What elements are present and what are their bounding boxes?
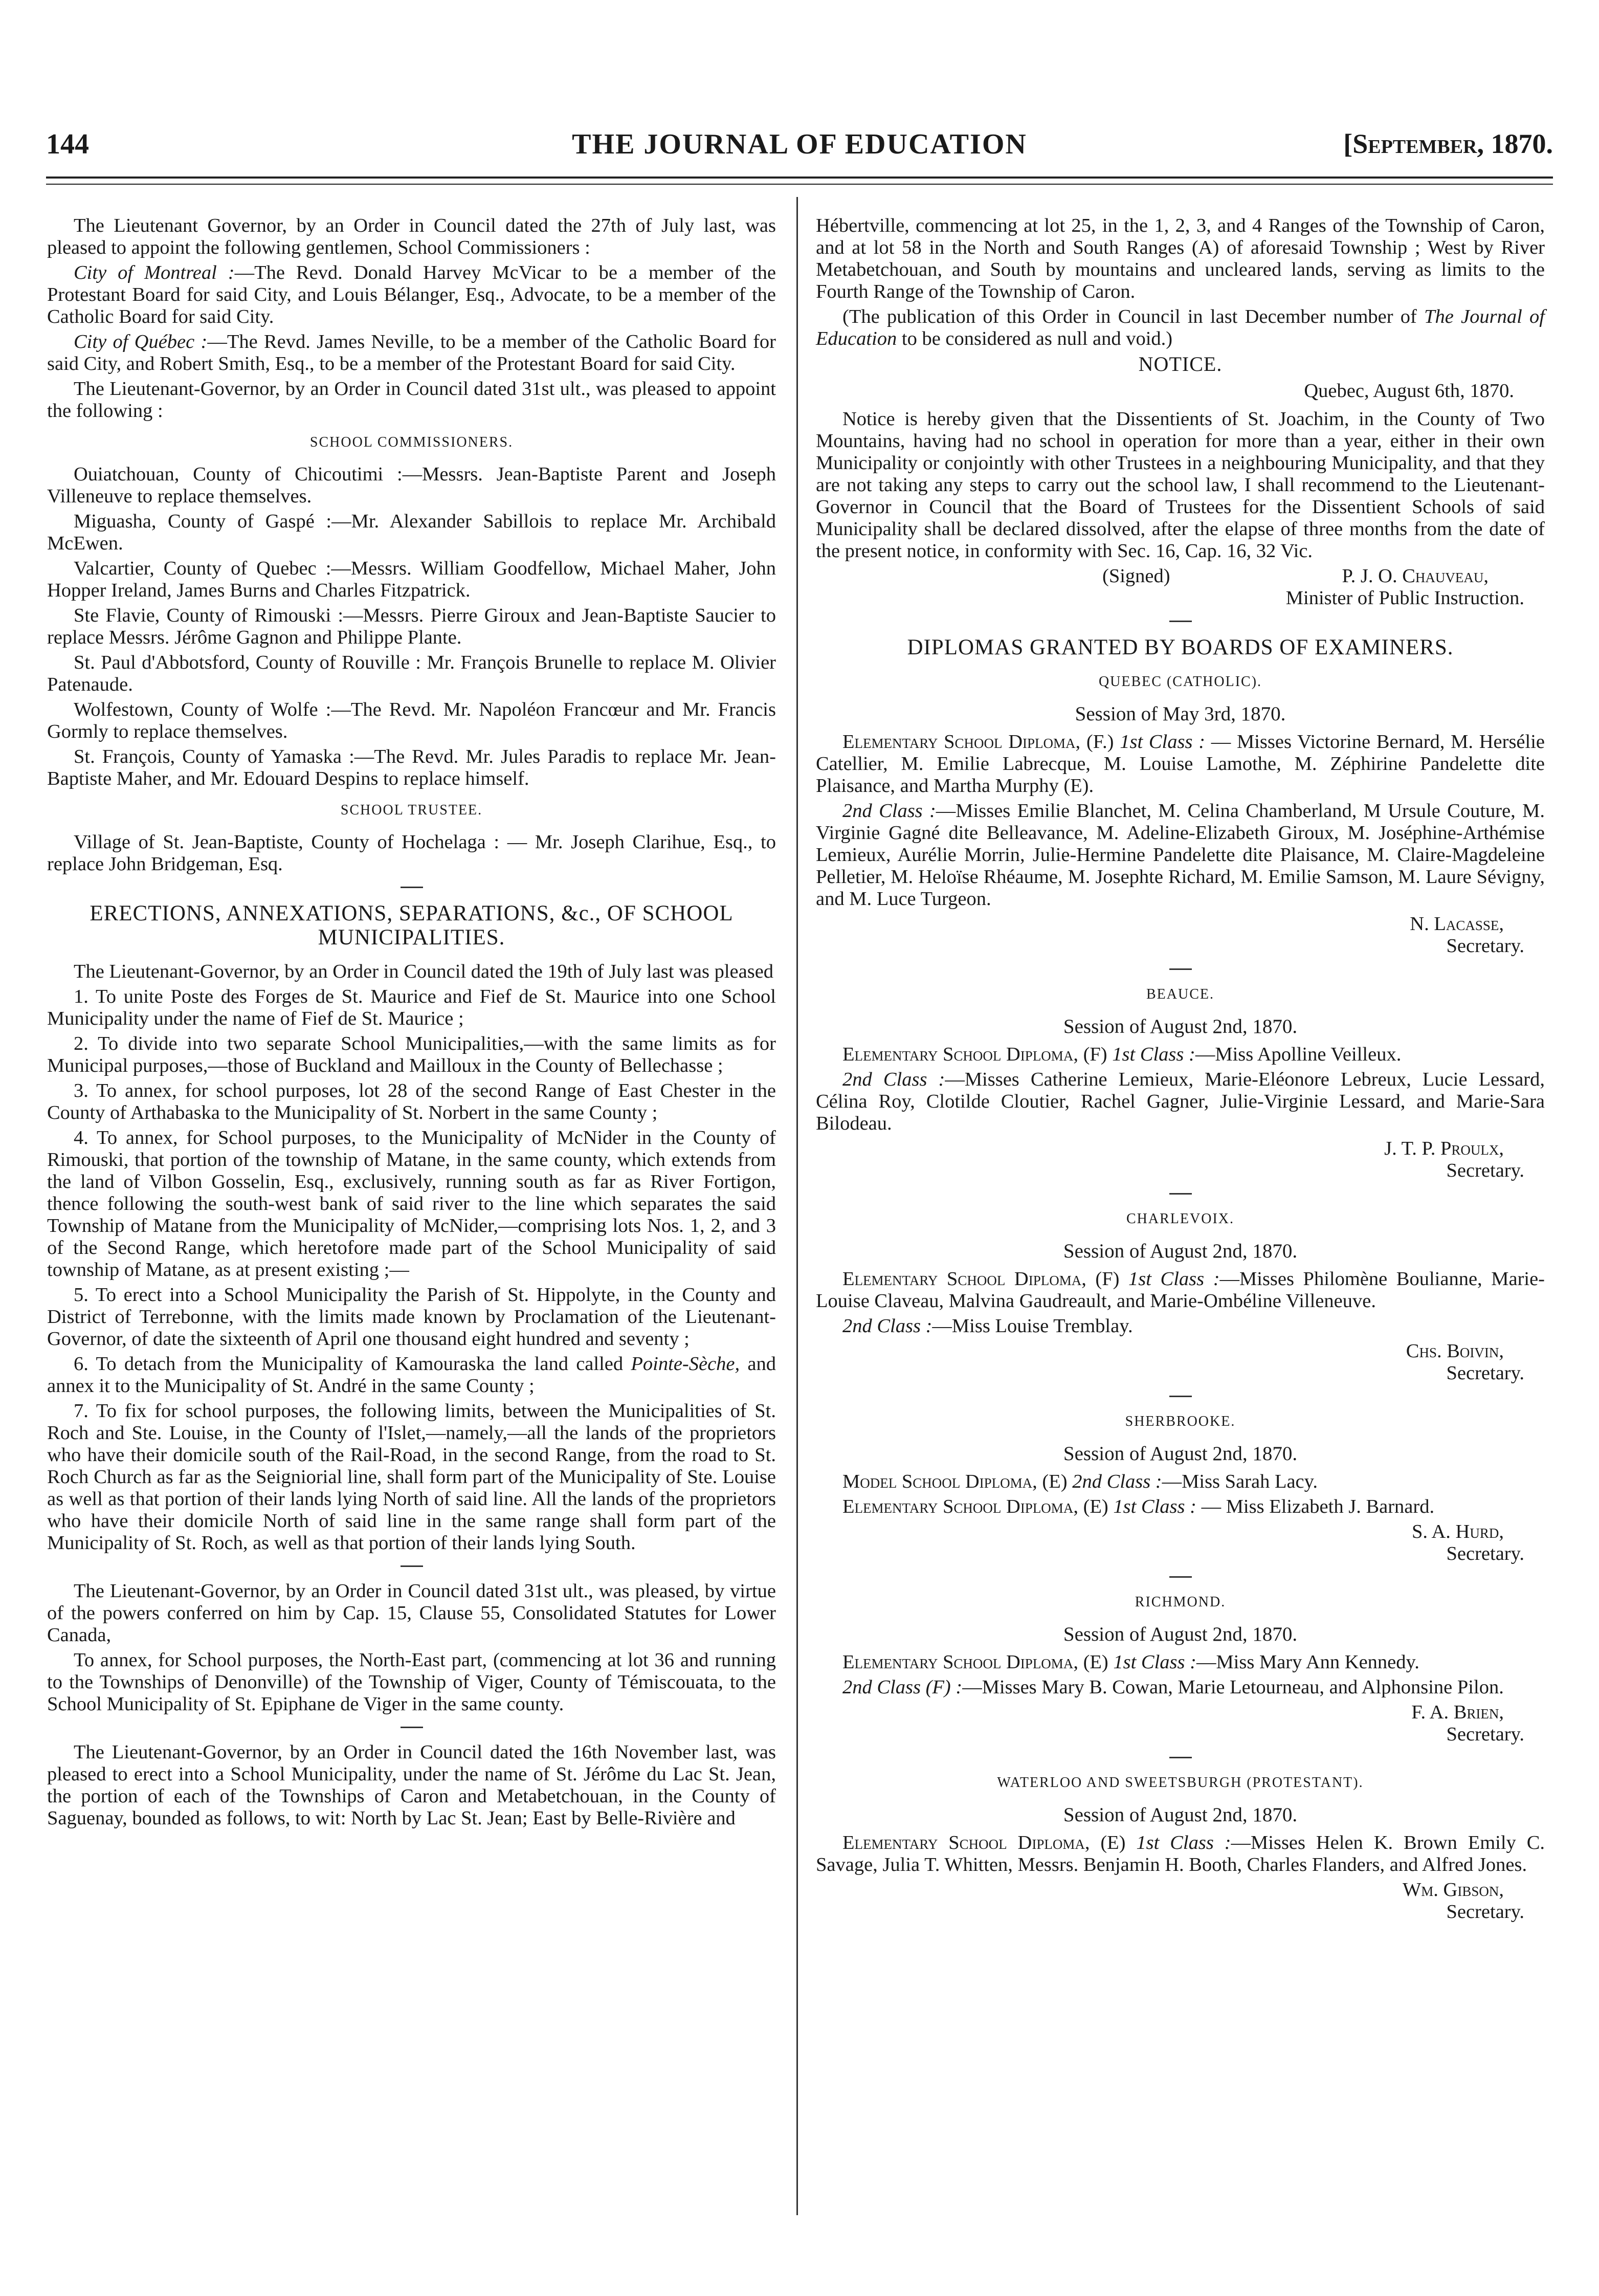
signer-name: Wm. Gibson,: [1402, 1879, 1504, 1901]
paragraph: The Lieutenant-Governor, by an Order in Council dated the 16th November last, was pleased to erect into a School Municipality, under the name of St. Jérôme du Lac St. Jean, the portion of each of the Townships of Caron and Metabetchouan, in the County of Saguenay, bounded as follows, to wit: North by Lac St. Jean; East by Belle-Rivière and: [47, 1741, 776, 1829]
paragraph-text: —Miss Louise Tremblay.: [932, 1315, 1133, 1337]
paragraph: [816, 1044, 1545, 1066]
board-name: CHARLEVOIX.: [1126, 1211, 1234, 1227]
paragraph: [816, 1315, 1545, 1337]
paragraph: [47, 262, 776, 328]
paragraph-text: —Misses Philomène Boulianne, Marie-Louise Claveau, Malvina Gaudreault, and Marie-Ombéline Villeneuve.: [816, 1268, 1545, 1312]
place-name: Pointe-Sèche,: [631, 1353, 740, 1375]
paragraph: 7. To fix for school purposes, the following limits, between the Municipalities of St. Roch and Ste. Louise, in the County of l'Islet,—namely,—all the lands of the proprietors who have their domicile south of the Rail-Road, in the second Range, from the road to St. Roch Church as far as the Seigniorial line, shall form part of the Municipality of Ste. Louise as well as that portion of their lands lying North of said line. All the lands of the proprietors who have their domicile North of said line in the same range shall form part of the Municipality of St. Roch, as well as that portion of their lands lying South.: [47, 1400, 776, 1554]
paragraph: [816, 1471, 1545, 1493]
paragraph: [816, 1496, 1545, 1518]
paragraph: 1. To unite Poste des Forges de St. Maurice and Fief de St. Maurice into one School Municipality under the name of Fief de St. Maurice ;: [47, 986, 776, 1029]
paragraph: [816, 1268, 1545, 1312]
paragraph-text: to be considered as null and void.): [897, 328, 1173, 349]
paragraph: 3. To annex, for school purposes, lot 28 of the second Range of East Chester in the County of Arthabaska to the Municipality of St. Norbert in the same County ;: [47, 1080, 776, 1123]
paragraph-text: —Misses Catherine Lemieux, Marie-Eléonore Lebreux, Lucie Lessard, Célina Roy, Clotilde Cloutier, Rachel Gagner, Julie-Virginie Lessard, and Marie-Sara Bilodeau.: [816, 1069, 1545, 1134]
session-date: Session of August 2nd, 1870.: [1063, 1015, 1298, 1037]
class-label: 2nd Class :: [842, 1069, 945, 1090]
paragraph: [816, 1651, 1545, 1673]
separator: [401, 1565, 423, 1567]
paragraph: The Lieutenant Governor, by an Order in Council dated the 27th of July last, was pleased to appoint the following gentlemen, School Commissioners :: [47, 215, 776, 258]
separator: [401, 887, 423, 888]
signature: [816, 1521, 1545, 1565]
paragraph-text: 6. To detach from the Municipality of Kamouraska the land called: [74, 1353, 631, 1375]
paragraph: 2. To divide into two separate School Municipalities,—with the same limits as for Municipal purposes,—those of Buckland and Mailloux in the County of Bellechasse ;: [47, 1033, 776, 1076]
signer-name: S. A. Hurd,: [1411, 1521, 1504, 1542]
paragraph: 5. To erect into a School Municipality the Parish of St. Hippolyte, in the County and District of Terrebonne, with the limits made known by Proclamation of the Lieutenant-Governor, of date the sixteenth of April one thousand eight hundred and seventy ;: [47, 1284, 776, 1350]
signer-role: Secretary.: [1446, 935, 1524, 957]
paragraph-text: and annex it to the Municipality of St. André in the same County ;: [47, 1353, 776, 1397]
diploma-label: Elementary School Diploma, (E): [842, 1832, 1137, 1853]
signer-name: Chs. Boivin,: [1406, 1340, 1504, 1362]
section-heading: DIPLOMAS GRANTED BY BOARDS OF EXAMINERS.: [907, 635, 1454, 659]
paragraph-text: — Miss Elizabeth J. Barnard.: [1196, 1496, 1435, 1517]
paragraph: [816, 1832, 1545, 1876]
separator: [1169, 968, 1192, 970]
signature-line: [816, 565, 1545, 587]
paragraph: Miguasha, County of Gaspé :—Mr. Alexander Sabillois to replace Mr. Archibald McEwen.: [47, 511, 776, 554]
class-label: 1st Class :: [1136, 1832, 1231, 1853]
signature: [816, 1138, 1545, 1182]
signer-name: J. T. P. Proulx,: [1384, 1138, 1504, 1159]
class-label: 2nd Class :: [842, 800, 936, 822]
issue-date: [September, 1870.: [1343, 128, 1553, 159]
session-date: Session of August 2nd, 1870.: [1063, 1240, 1298, 1262]
signer-role: Secretary.: [1446, 1362, 1524, 1384]
signed-label: (Signed): [1102, 565, 1170, 587]
paragraph: To annex, for School purposes, the North-East part, (commencing at lot 36 and running to the Townships of Denonville) of the Township of Viger, County of Témiscouata, to the School Municipality of St. Epiphane de Viger in the same county.: [47, 1649, 776, 1715]
paragraph-text: — Misses Victorine Bernard, M. Hersélie Catellier, M. Emilie Labrecque, M. Louise Lamothe, M. Zéphirine Pandelette dite Plaisance, and Martha Murphy (E).: [816, 731, 1545, 797]
section-subheading: SCHOOL TRUSTEE.: [340, 802, 483, 818]
class-label: 2nd Class :: [1072, 1471, 1162, 1492]
signature: [816, 913, 1545, 957]
class-label: 1st Class :: [1113, 1651, 1196, 1673]
class-label: 1st Class :: [1120, 731, 1206, 753]
class-label: 2nd Class :: [842, 1315, 932, 1337]
paragraph: St. François, County of Yamaska :—The Revd. Mr. Jules Paradis to replace Mr. Jean-Baptiste Maher, and Mr. Edouard Despins to replace himself.: [47, 746, 776, 789]
paragraph-text: —Misses Mary B. Cowan, Marie Letourneau, and Alphonsine Pilon.: [962, 1676, 1504, 1698]
paragraph: Ste Flavie, County of Rimouski :—Messrs. Pierre Giroux and Jean-Baptiste Saucier to replace Messrs. Jérôme Gagnon and Philippe Plante.: [47, 605, 776, 648]
class-label: 1st Class :: [1128, 1268, 1220, 1290]
separator: [401, 1727, 423, 1728]
paragraph: St. Paul d'Abbotsford, County of Rouville : Mr. François Brunelle to replace M. Olivier Patenaude.: [47, 652, 776, 695]
paragraph: The Lieutenant-Governor, by an Order in Council dated the 19th of July last was pleased: [74, 961, 774, 982]
signer-role: Secretary.: [1446, 1901, 1524, 1923]
right-column: [816, 215, 1545, 1931]
diploma-label: Elementary School Diploma, (F.): [842, 731, 1120, 753]
session-date: Session of August 2nd, 1870.: [1063, 1443, 1298, 1465]
paragraph: Wolfestown, County of Wolfe :—The Revd. Mr. Napoléon Francœur and Mr. Francis Gormly to replace themselves.: [47, 699, 776, 742]
section-subheading: SCHOOL COMMISSIONERS.: [309, 434, 514, 450]
paragraph: The Lieutenant-Governor, by an Order in Council dated 31st ult., was pleased to appoint the following :: [47, 378, 776, 422]
signer-role: Minister of Public Instruction.: [1285, 587, 1524, 609]
board-name: RICHMOND.: [1135, 1594, 1226, 1610]
class-label: 1st Class :: [1112, 1044, 1195, 1065]
session-date: Session of August 2nd, 1870.: [1063, 1623, 1298, 1645]
paragraph: [47, 331, 776, 375]
separator: [1169, 1193, 1192, 1195]
journal-title: THE JOURNAL OF EDUCATION: [572, 128, 1027, 160]
header-rule: [46, 176, 1553, 190]
class-label: 2nd Class (F) :: [842, 1676, 963, 1698]
signer-role: Secretary.: [1446, 1724, 1524, 1745]
notice-title: NOTICE.: [1138, 352, 1223, 376]
session-date: Session of May 3rd, 1870.: [1075, 703, 1286, 725]
board-name: WATERLOO AND SWEETSBURGH (PROTESTANT).: [997, 1775, 1364, 1791]
left-column: [47, 215, 776, 1833]
diploma-label: Model School Diploma, (E): [842, 1471, 1073, 1492]
paragraph-text: —Misses Helen K. Brown Emily C. Savage, Julia T. Whitten, Messrs. Benjamin H. Booth, Charles Flanders, and Alfred Jones.: [816, 1832, 1545, 1875]
paragraph: Hébertville, commencing at lot 25, in the 1, 2, 3, and 4 Ranges of the Township of Caron, and at lot 58 in the North and South Ranges (A) of aforesaid Township ; West by River Metabetchouan, and South by mountains and uncleared lands, serving as limits to the Fourth Range of the Township of Caron.: [816, 215, 1545, 302]
separator: [1169, 1396, 1192, 1397]
signer-role: Secretary.: [1446, 1543, 1524, 1564]
paragraph-text: —Miss Sarah Lacy.: [1162, 1471, 1318, 1492]
journal-reference: The Journal of Education: [816, 306, 1545, 349]
signer-name: F. A. Brien,: [1411, 1702, 1504, 1723]
paragraph: [816, 1676, 1545, 1698]
paragraph-text: —Miss Mary Ann Kennedy.: [1196, 1651, 1419, 1673]
board-name: QUEBEC (CATHOLIC).: [1098, 674, 1262, 690]
separator: [1169, 1757, 1192, 1758]
paragraph-text: —Miss Apolline Veilleux.: [1195, 1044, 1402, 1065]
paragraph: [816, 1069, 1545, 1135]
paragraph: Notice is hereby given that the Dissentients of St. Joachim, in the County of Two Mountains, having had no school in operation for more than a year, either in their own Municipality or conjointly with other Trustees in a neighbouring Municipality, and that they are not taking any steps to carry out the school law, I shall recommend to the Lieutenant-Governor in Council that the Board of Trustees for the Dissentient Schools of said Municipality shall be declared dissolved, after the elapse of three months from the date of the present notice, in conformity with Sec. 16, Cap. 16, 32 Vic.: [816, 408, 1545, 562]
paragraph: [816, 306, 1545, 350]
class-label: 1st Class :: [1113, 1496, 1196, 1517]
paragraph-text: —Misses Emilie Blanchet, M. Celina Chamberland, M Ursule Couture, M. Virginie Gagné dite Belleavance, M. Adeline-Elizabeth Giroux, M. Joséphine-Arthémise Lemieux, Aurélie Morrin, Julie-Hermine Pandelette dite Plaisance, M. Claire-Magdeleine Pelletier, M. Heloïse Rhéaume, M. Josephte Richard, M. Emilie Samson, M. Laure Sévigny, and M. Luce Turgeon.: [816, 800, 1545, 910]
diploma-label: Elementary School Diploma, (E): [842, 1651, 1114, 1673]
paragraph-text: —The Revd. James Neville, to be a member of the Catholic Board for said City, and Robert Smith, Esq., to be a member of the Protestant Board for said City.: [47, 331, 776, 374]
page-header: [46, 128, 1553, 169]
paragraph: Village of St. Jean-Baptiste, County of Hochelaga : — Mr. Joseph Clarihue, Esq., to replace John Bridgeman, Esq.: [47, 831, 776, 875]
signature: [816, 1702, 1545, 1746]
signer-role: Secretary.: [1446, 1160, 1524, 1181]
paragraph: Ouiatchouan, County of Chicoutimi :—Messrs. Jean-Baptiste Parent and Joseph Villeneuve to replace themselves.: [47, 463, 776, 507]
city-label: City of Québec :: [74, 331, 208, 352]
paragraph: [816, 800, 1545, 910]
signer-name: N. Lacasse,: [1410, 913, 1504, 935]
session-date: Session of August 2nd, 1870.: [1063, 1804, 1298, 1826]
signature: [816, 1879, 1545, 1923]
diploma-label: Elementary School Diploma, (F): [842, 1268, 1129, 1290]
paragraph: Valcartier, County of Quebec :—Messrs. William Goodfellow, Michael Maher, John Hopper Ireland, James Burns and Charles Fitzpatrick.: [47, 558, 776, 601]
diploma-label: Elementary School Diploma, (E): [842, 1496, 1114, 1517]
section-heading: ERECTIONS, ANNEXATIONS, SEPARATIONS, &c., OF SCHOOL MUNICIPALITIES.: [90, 901, 734, 950]
page-number: 144: [46, 128, 89, 160]
notice-date: Quebec, August 6th, 1870.: [1304, 380, 1514, 402]
signer-name: P. J. O. Chauveau,: [1342, 565, 1489, 587]
column-divider: [796, 197, 798, 2215]
paragraph-text: (The publication of this Order in Council in last December number of: [842, 306, 1425, 327]
paragraph: [47, 1353, 776, 1397]
board-name: SHERBROOKE.: [1125, 1414, 1236, 1429]
separator: [1169, 1576, 1192, 1578]
board-name: BEAUCE.: [1146, 986, 1214, 1002]
separator: [1169, 621, 1192, 622]
paragraph: [816, 731, 1545, 797]
paragraph: The Lieutenant-Governor, by an Order in Council dated 31st ult., was pleased, by virtue of the powers conferred on him by Cap. 15, Clause 55, Consolidated Statutes for Lower Canada,: [47, 1580, 776, 1646]
diploma-label: Elementary School Diploma, (F): [842, 1044, 1113, 1065]
city-label: City of Montreal :: [74, 262, 235, 283]
signature: [816, 1340, 1545, 1384]
paragraph: 4. To annex, for School purposes, to the Municipality of McNider in the County of Rimouski, that portion of the township of Matane, in the same county, which extends from the land of Vilbon Gosselin, Esq., exclusively, running south as far as River Fortigon, thence following the south-west bank of said river to the line which separates the said Township of Matane from the Municipality of McNider,—comprising lots Nos. 1, 2, and 3 of the Second Range, which heretofore made part of the School Municipality of said township of Matane, as at present existing ;—: [47, 1127, 776, 1281]
paragraph-text: —The Revd. Donald Harvey McVicar to be a member of the Protestant Board for said City, and Louis Bélanger, Esq., Advocate, to be a member of the Catholic Board for said City.: [47, 262, 776, 327]
